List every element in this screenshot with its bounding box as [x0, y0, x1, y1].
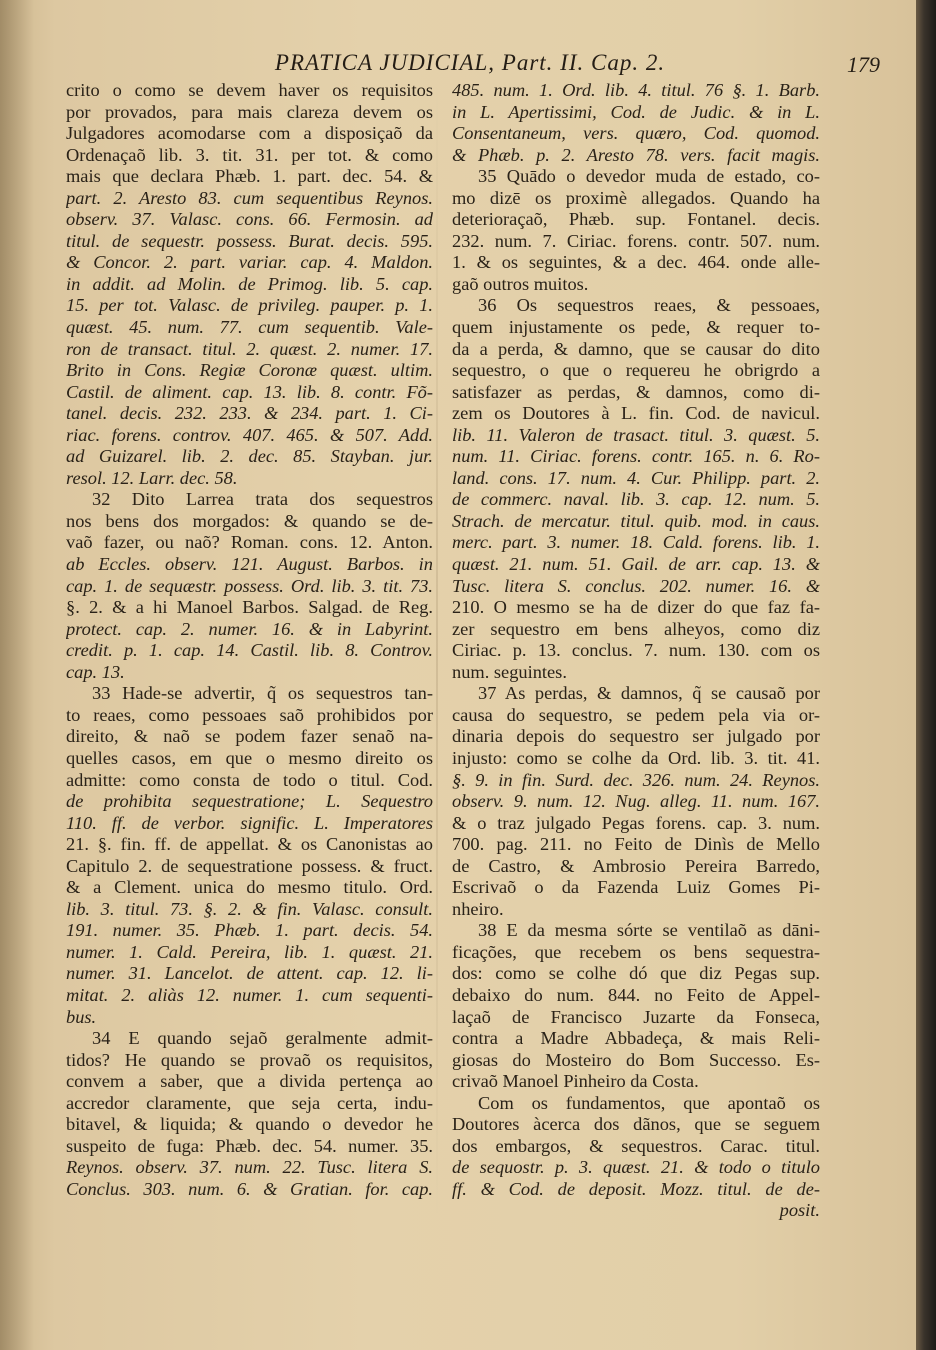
text-line: por provados, para mais clareza devem os — [66, 101, 433, 122]
text-line: & Concor. 2. part. variar. cap. 4. Maldon. — [66, 252, 433, 273]
text-line: cap. 1. de sequæstr. possess. Ord. lib. 3. tit. 73. — [66, 575, 433, 596]
text-line: numer. 31. Lancelot. de attent. cap. 12. li- — [66, 963, 433, 984]
text-line: numer. 1. Cald. Pereira, lib. 1. quæst. 21. — [66, 941, 433, 962]
text-line: injusto: como se colhe da Ord. lib. 3. tit. 41. — [452, 747, 820, 768]
text-line: crivaõ Manoel Pinheiro da Costa. — [452, 1071, 699, 1092]
text-line: observ. 37. Valasc. cons. 66. Fermosin. ad — [66, 209, 433, 230]
text-line: in L. Apertissimi, Cod. de Judic. & in L. — [452, 101, 820, 122]
text-line: crito o como se devem haver os requisitos — [66, 80, 433, 100]
text-line: titul. de sequestr. possess. Burat. decis. 595. — [66, 230, 433, 251]
paragraph-start: 32 Dito Larrea trata dos sequestros — [92, 489, 433, 510]
text-line: deterioraçaõ, Phæb. sup. Fontanel. decis. — [452, 209, 820, 230]
text-line: Reynos. observ. 37. num. 22. Tusc. litera S. — [66, 1157, 433, 1178]
page-number: 179 — [847, 52, 880, 77]
text-line: da a perda, & damno, que se causar do dito — [452, 338, 820, 359]
text-line: 232. num. 7. Ciriac. forens. contr. 507. num. — [452, 230, 820, 251]
text-line: nos bens dos morgados: & quando se de- — [66, 510, 433, 531]
text-line: ff. & Cod. de deposit. Mozz. titul. de de- — [452, 1178, 820, 1199]
text-line: 1. & os seguintes, & a dec. 464. onde alle- — [452, 252, 820, 273]
text-line: dos: como se colhe dó que diz Pegas sup. — [452, 963, 820, 984]
page-header — [60, 50, 880, 84]
text-line: Conclus. 303. num. 6. & Gratian. for. cap. — [66, 1178, 433, 1199]
text-line: contra a Madre Abbadeça, & mais Reli- — [452, 1028, 820, 1049]
text-line: convem a saber, que a divida pertença ao — [66, 1071, 433, 1092]
text-line: quæst. 45. num. 77. cum sequentib. Vale- — [66, 317, 433, 338]
text-line: tidos? He quando se provaõ os requisitos, — [66, 1049, 433, 1070]
left-column — [66, 80, 433, 1200]
text-line: §. 2. & a hi Manoel Barbos. Salgad. de Reg. — [66, 597, 433, 618]
text-line: admitte: como consta de todo o titul. Cod. — [66, 769, 433, 790]
text-line: dinaria depois do sequestro ser julgado por — [452, 726, 820, 747]
text-line: laçaõ de Francisco Juzarte da Fonseca, — [452, 1006, 820, 1027]
text-line: & o traz julgado Pegas forens. cap. 3. num. — [452, 812, 820, 833]
text-line: bitavel, & liquida; & quando o devedor he — [66, 1114, 433, 1135]
text-line: zem os Doutores à L. fin. Cod. de navicul. — [452, 403, 820, 424]
text-line: de sequostr. p. 3. quæst. 21. & todo o titulo — [452, 1157, 820, 1178]
text-line: mo dizē os proximè allegados. Quando ha — [452, 187, 820, 208]
text-line: Ordenaçaõ lib. 3. tit. 31. per tot. & como — [66, 144, 433, 165]
text-line: resol. 12. Larr. dec. 58. — [66, 467, 238, 488]
paragraph-start: 37 As perdas, & damnos, q̃ se causaõ por — [478, 683, 820, 704]
text-line: 21. §. fin. ff. de appellat. & os Canonistas ao — [66, 834, 433, 855]
text-line: de commerc. naval. lib. 3. cap. 12. num. 5. — [452, 489, 820, 510]
text-line: §. 9. in fin. Surd. dec. 326. num. 24. Reynos. — [452, 769, 820, 790]
text-line: direito, & naõ se podem fazer senaõ na- — [66, 726, 433, 747]
text-line: Escrivaõ o da Fazenda Luiz Gomes Pi- — [452, 877, 820, 898]
text-line: nheiro. — [452, 898, 504, 919]
text-line: ron de transact. titul. 2. quæst. 2. numer. 17. — [66, 338, 433, 359]
text-line: ab Eccles. observ. 121. August. Barbos. in — [66, 554, 433, 575]
text-line: to reaes, como pessoaes saõ prohibidos por — [66, 704, 433, 725]
text-line: 210. O mesmo se ha de dizer do que faz fa- — [452, 597, 820, 618]
text-line: Strach. de mercatur. titul. quib. mod. in caus. — [452, 510, 820, 531]
text-line: bus. — [66, 1006, 97, 1027]
text-line: mitat. 2. aliàs 12. numer. 1. cum sequenti- — [66, 984, 433, 1005]
text-line: mais que declara Phæb. 1. part. dec. 54. & — [66, 166, 433, 187]
text-line: satisfazer as perdas, & damnos, como di- — [452, 381, 820, 402]
text-line: Ciriac. p. 13. conclus. 7. num. 130. com os — [452, 640, 820, 661]
text-line: de Castro, & Ambrosio Pereira Barredo, — [452, 855, 820, 876]
text-line: Castil. de aliment. cap. 13. lib. 8. contr. Fõ- — [66, 381, 433, 402]
text-line: Capitulo 2. de sequestratione possess. & fruct. — [66, 855, 433, 876]
paragraph-start: 38 E da mesma sórte se ventilaõ as dāni- — [478, 920, 820, 941]
paragraph-start: Com os fundamentos, que apontaõ os — [478, 1092, 820, 1113]
text-line: tanel. decis. 232. 233. & 234. part. 1. Ci- — [66, 403, 433, 424]
text-line: land. cons. 17. num. 4. Cur. Philipp. part. 2. — [452, 467, 820, 488]
paragraph-start: 36 Os sequestros reaes, & pessoaes, — [478, 295, 820, 316]
text-line: accredor claramente, que seja certa, indu- — [66, 1092, 433, 1113]
text-line: quelles casos, em que o mesmo direito os — [66, 747, 433, 768]
paragraph-start: 33 Hade-se advertir, q̃ os sequestros tan- — [92, 683, 433, 704]
text-line: 110. ff. de verbor. signific. L. Imperatores — [66, 812, 433, 833]
text-line: ficações, que recebem os bens sequestra- — [452, 941, 820, 962]
text-line: part. 2. Aresto 83. cum sequentibus Reynos. — [66, 187, 433, 208]
text-line: lib. 11. Valeron de trasact. titul. 3. quæst. 5. — [452, 424, 820, 445]
text-line: gaõ outros muitos. — [452, 273, 589, 294]
text-line: observ. 9. num. 12. Nug. alleg. 11. num. 167. — [452, 791, 820, 812]
text-line: de prohibita sequestratione; L. Sequestro — [66, 791, 433, 812]
text-line: credit. p. 1. cap. 14. Castil. lib. 8. Controv. — [66, 640, 433, 661]
text-line: in addit. ad Molin. de Primog. lib. 5. cap. — [66, 273, 433, 294]
text-line: posit. — [779, 1200, 820, 1221]
text-line: & Phæb. p. 2. Aresto 78. vers. facit magis. — [452, 144, 820, 165]
text-line: debaixo do num. 844. no Feito de Appel- — [452, 984, 820, 1005]
text-line: lib. 3. titul. 73. §. 2. & fin. Valasc. consult. — [66, 898, 433, 919]
text-line: & a Clement. unica do mesmo titulo. Ord. — [66, 877, 433, 898]
text-line: dos embargos, & sequestros. Carac. titul. — [452, 1135, 820, 1156]
text-line: 485. num. 1. Ord. lib. 4. titul. 76 §. 1. Barb. — [452, 80, 820, 100]
text-line: cap. 13. — [66, 661, 125, 682]
text-line: giosas do Mosteiro do Bom Successo. Es- — [452, 1049, 820, 1070]
text-line: 700. pag. 211. no Feito de Dinìs de Mello — [452, 834, 820, 855]
text-line: merc. part. 3. numer. 18. Cald. forens. lib. 1. — [452, 532, 820, 553]
text-line: Consentaneum, vers. quæro, Cod. quomod. — [452, 123, 820, 144]
text-line: ad Guizarel. lib. 2. dec. 85. Stayban. jur. — [66, 446, 433, 467]
paragraph-start: 34 E quando sejaõ geralmente admit- — [92, 1028, 433, 1049]
book-edge — [916, 0, 936, 1350]
text-line: 191. numer. 35. Phæb. 1. part. decis. 54. — [66, 920, 433, 941]
paragraph-start: 35 Quādo o devedor muda de estado, co- — [478, 166, 820, 187]
text-line: causa do sequestro, se pedem pela via or- — [452, 704, 820, 725]
text-line: suspeito de fuga: Phæb. dec. 54. numer. 35. — [66, 1135, 433, 1156]
text-line: num. seguintes. — [452, 661, 567, 682]
column-gutter — [436, 80, 438, 1220]
text-line: protect. cap. 2. numer. 16. & in Labyrint. — [66, 618, 433, 639]
text-line: Julgadores acomodarse com a disposiçaõ da — [66, 123, 433, 144]
text-line: quem injustamente os pede, & requer to- — [452, 317, 820, 338]
text-line: sequestro, o que o requereu he obrigrdo a — [452, 360, 820, 381]
text-line: num. 11. Ciriac. forens. contr. 165. n. 6. Ro- — [452, 446, 820, 467]
gutter-shadow — [0, 0, 34, 1350]
text-line: zer sequestro em bens alheyos, como diz — [452, 618, 820, 639]
text-line: vaõ fazer, ou naõ? Roman. cons. 12. Anton. — [66, 532, 433, 553]
text-line: Tusc. litera S. conclus. 202. numer. 16. & — [452, 575, 820, 596]
text-line: Doutores àcerca dos dãnos, que se seguem — [452, 1114, 820, 1135]
text-line: 15. per tot. Valasc. de privileg. pauper. p. 1. — [66, 295, 433, 316]
text-line: Brito in Cons. Regiæ Coronæ quæst. ultim. — [66, 360, 433, 381]
right-column — [452, 80, 820, 1222]
running-title: PRATICA JUDICIAL, Part. II. Cap. 2. — [274, 50, 666, 75]
text-line: riac. forens. controv. 407. 465. & 507. Add. — [66, 424, 433, 445]
text-line: quæst. 21. num. 51. Gail. de arr. cap. 13. & — [452, 554, 820, 575]
